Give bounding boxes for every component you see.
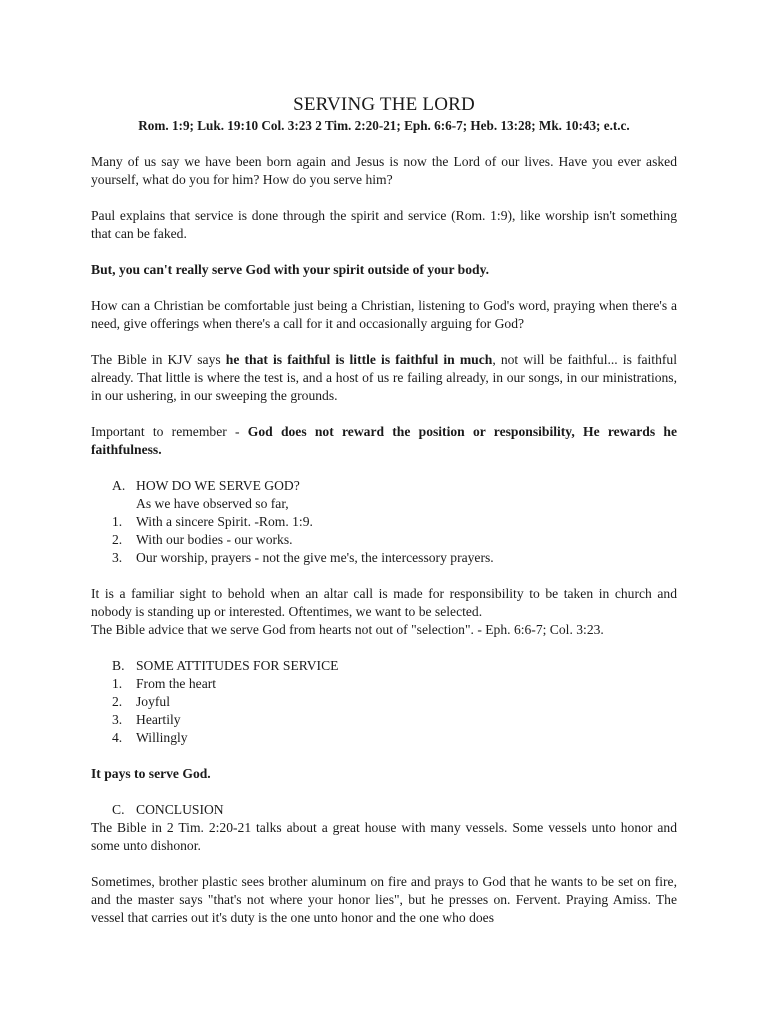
paragraph-altar-call: It is a familiar sight to behold when an altar call is made for responsibility to be taken in church and nobody is standing up or interested. Oftentimes, we want to be selected. <box>91 586 677 619</box>
paragraph-comfortable: How can a Christian be comfortable just being a Christian, listening to God's word, praying when there's a need, give offerings when there's a call for it and occasionally arguing for God? <box>91 298 677 331</box>
list-text: Joyful <box>136 694 170 709</box>
list-text: Heartily <box>136 712 181 727</box>
section-c-heading <box>91 801 677 819</box>
section-b-title: SOME ATTITUDES FOR SERVICE <box>136 658 339 673</box>
section-a-title: HOW DO WE SERVE GOD? <box>136 478 300 493</box>
list-number: 3. <box>112 712 123 727</box>
scripture-references: Rom. 1:9; Luk. 19:10 Col. 3:23 2 Tim. 2:20-21; Eph. 6:6-7; Heb. 13:28; Mk. 10:43; e.t.c. <box>138 118 630 133</box>
paragraph-great-house: The Bible in 2 Tim. 2:20-21 talks about a great house with many vessels. Some vessels unto honor and some unto dishonor. <box>91 820 677 853</box>
kjv-quote: he that is faithful is little is faithful in much <box>225 352 493 367</box>
list-number: 3. <box>112 550 123 565</box>
list-number: 2. <box>112 532 123 547</box>
paragraph-vessels: Sometimes, brother plastic sees brother aluminum on fire and prays to God that he wants to be set on fire, and the master says "that's not where your honor lies", but he presses on. Fervent. Praying Amiss. The vessel that carries out it's duty is the one unto honor and the one who does <box>91 874 677 925</box>
list-text: From the heart <box>136 676 217 691</box>
list-item <box>91 675 677 693</box>
list-text: With our bodies - our works. <box>136 532 293 547</box>
list-item <box>91 711 677 729</box>
paragraph-bible-advice: The Bible advice that we serve God from hearts not out of "selection". - Eph. 6:6-7; Col. 3:23. <box>91 622 604 637</box>
document-body <box>91 94 677 927</box>
list-number: 2. <box>112 694 123 709</box>
list-text: Our worship, prayers - not the give me's, the intercessory prayers. <box>136 550 494 565</box>
section-b-heading <box>91 657 677 675</box>
list-item <box>91 513 677 531</box>
paragraph-it-pays: It pays to serve God. <box>91 766 211 781</box>
document-title: SERVING THE LORD <box>293 94 475 115</box>
paragraph-important <box>91 423 677 459</box>
paragraph-kjv <box>91 351 677 405</box>
important-statement: God does not reward the position or responsibility, He rewards he faithfulness. <box>91 424 677 457</box>
list-number: 4. <box>112 730 123 745</box>
paragraph-body-emphasis: But, you can't really serve God with your spirit outside of your body. <box>91 262 490 277</box>
list-text: Willingly <box>136 730 188 745</box>
paragraph-paul: Paul explains that service is done through the spirit and service (Rom. 1:9), like worship isn't something that can be faked. <box>91 208 677 241</box>
list-number: 1. <box>112 676 123 691</box>
list-number: 1. <box>112 514 123 529</box>
section-a-intro: As we have observed so far, <box>136 496 289 511</box>
list-item <box>91 693 677 711</box>
section-a-list <box>91 513 677 567</box>
paragraph-intro: Many of us say we have been born again and Jesus is now the Lord of our lives. Have you ever asked yourself, what do you for him? How do you serve him? <box>91 154 677 187</box>
section-a-letter: A. <box>112 478 126 493</box>
section-a-heading <box>91 477 677 495</box>
kjv-lead: The Bible in KJV says <box>91 352 226 367</box>
list-item <box>91 549 677 567</box>
section-b-list <box>91 675 677 747</box>
list-item <box>91 729 677 747</box>
section-c-title: CONCLUSION <box>136 802 224 817</box>
kjv-rest: , not will be faithful... is faithful already. That little is where the test is, and a host of us re failing already, in our songs, in our ministrations, in our ushering, in our sweeping the grounds. <box>91 352 677 403</box>
list-text: With a sincere Spirit. -Rom. 1:9. <box>136 514 313 529</box>
section-b-letter: B. <box>112 658 125 673</box>
list-item <box>91 531 677 549</box>
section-c-letter: C. <box>112 802 125 817</box>
important-lead: Important to remember - <box>91 424 248 439</box>
